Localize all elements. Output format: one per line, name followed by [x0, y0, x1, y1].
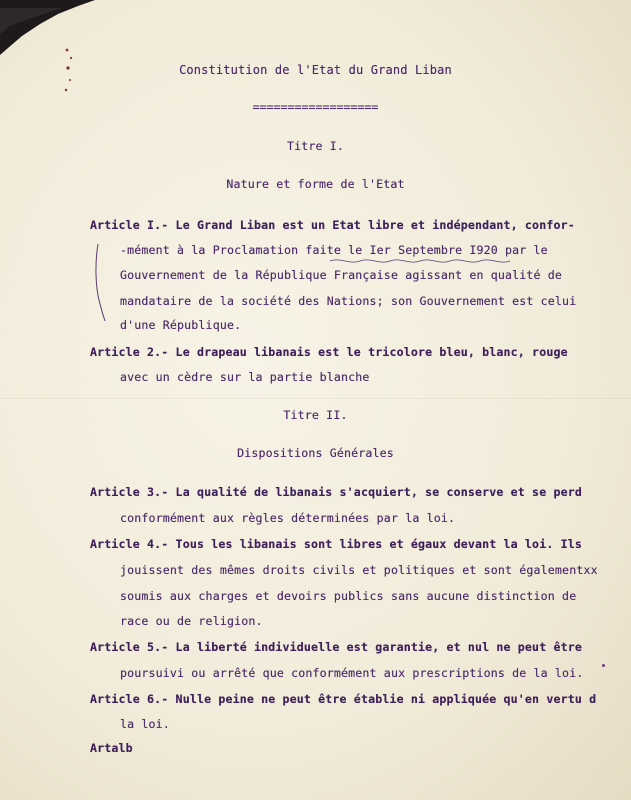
article-4-line: soumis aux charges et devoirs publics sans aucune distinction de [120, 589, 577, 603]
article-2-line: avec un cèdre sur la partie blanche [120, 370, 370, 384]
titre-1-subheading: Nature et forme de l'Etat [226, 177, 405, 191]
titre-2-heading: Titre II. [283, 408, 348, 422]
article-1-line: Article I.- Le Grand Liban est un Etat libre et indépendant, confor- [90, 218, 575, 232]
wavy-underline-mark [330, 256, 520, 266]
article-2-line: Article 2.- Le drapeau libanais est le tricolore bleu, blanc, rouge [90, 345, 568, 359]
ink-dot [602, 664, 605, 667]
article-4-line: race ou de religion. [120, 614, 263, 628]
article-1-line: Gouvernement de la République Française agissant en qualité de [120, 268, 563, 282]
paper-fold-line [0, 398, 631, 399]
document-title: Constitution de l'Etat du Grand Liban [179, 63, 452, 77]
title-separator: ================== [252, 100, 379, 114]
trailing-article-fragment: Artalb [90, 741, 133, 755]
article-4-line: Article 4.- Tous les libanais sont libres et égaux devant la loi. Ils [90, 537, 582, 551]
article-1-line: d'une République. [120, 318, 242, 332]
article-6-line: la loi. [120, 717, 170, 731]
article-4-line: jouissent des mêmes droits civils et politiques et sont égalementxx [120, 563, 598, 577]
article-1-line: mandataire de la société des Nations; son Gouvernement est celui [120, 294, 577, 308]
article-5-line: Article 5.- La liberté individuelle est garantie, et nul ne peut être [90, 640, 582, 654]
article-5-line: poursuivi ou arrêté que conformément aux prescriptions de la loi. [120, 666, 584, 680]
titre-1-heading: Titre I. [286, 139, 345, 153]
article-3-line: Article 3.- La qualité de libanais s'acquiert, se conserve et se perd [90, 485, 582, 499]
article-1-line: -mément à la Proclamation faite le Ier Septembre I920 par le [120, 243, 548, 257]
article-6-line: Article 6.- Nulle peine ne peut être établie ni appliquée qu'en vertu d [90, 692, 597, 706]
titre-2-subheading: Dispositions Générales [237, 446, 394, 460]
article-3-line: conformément aux règles déterminées par la loi. [120, 511, 456, 525]
margin-pen-stroke [92, 242, 108, 322]
